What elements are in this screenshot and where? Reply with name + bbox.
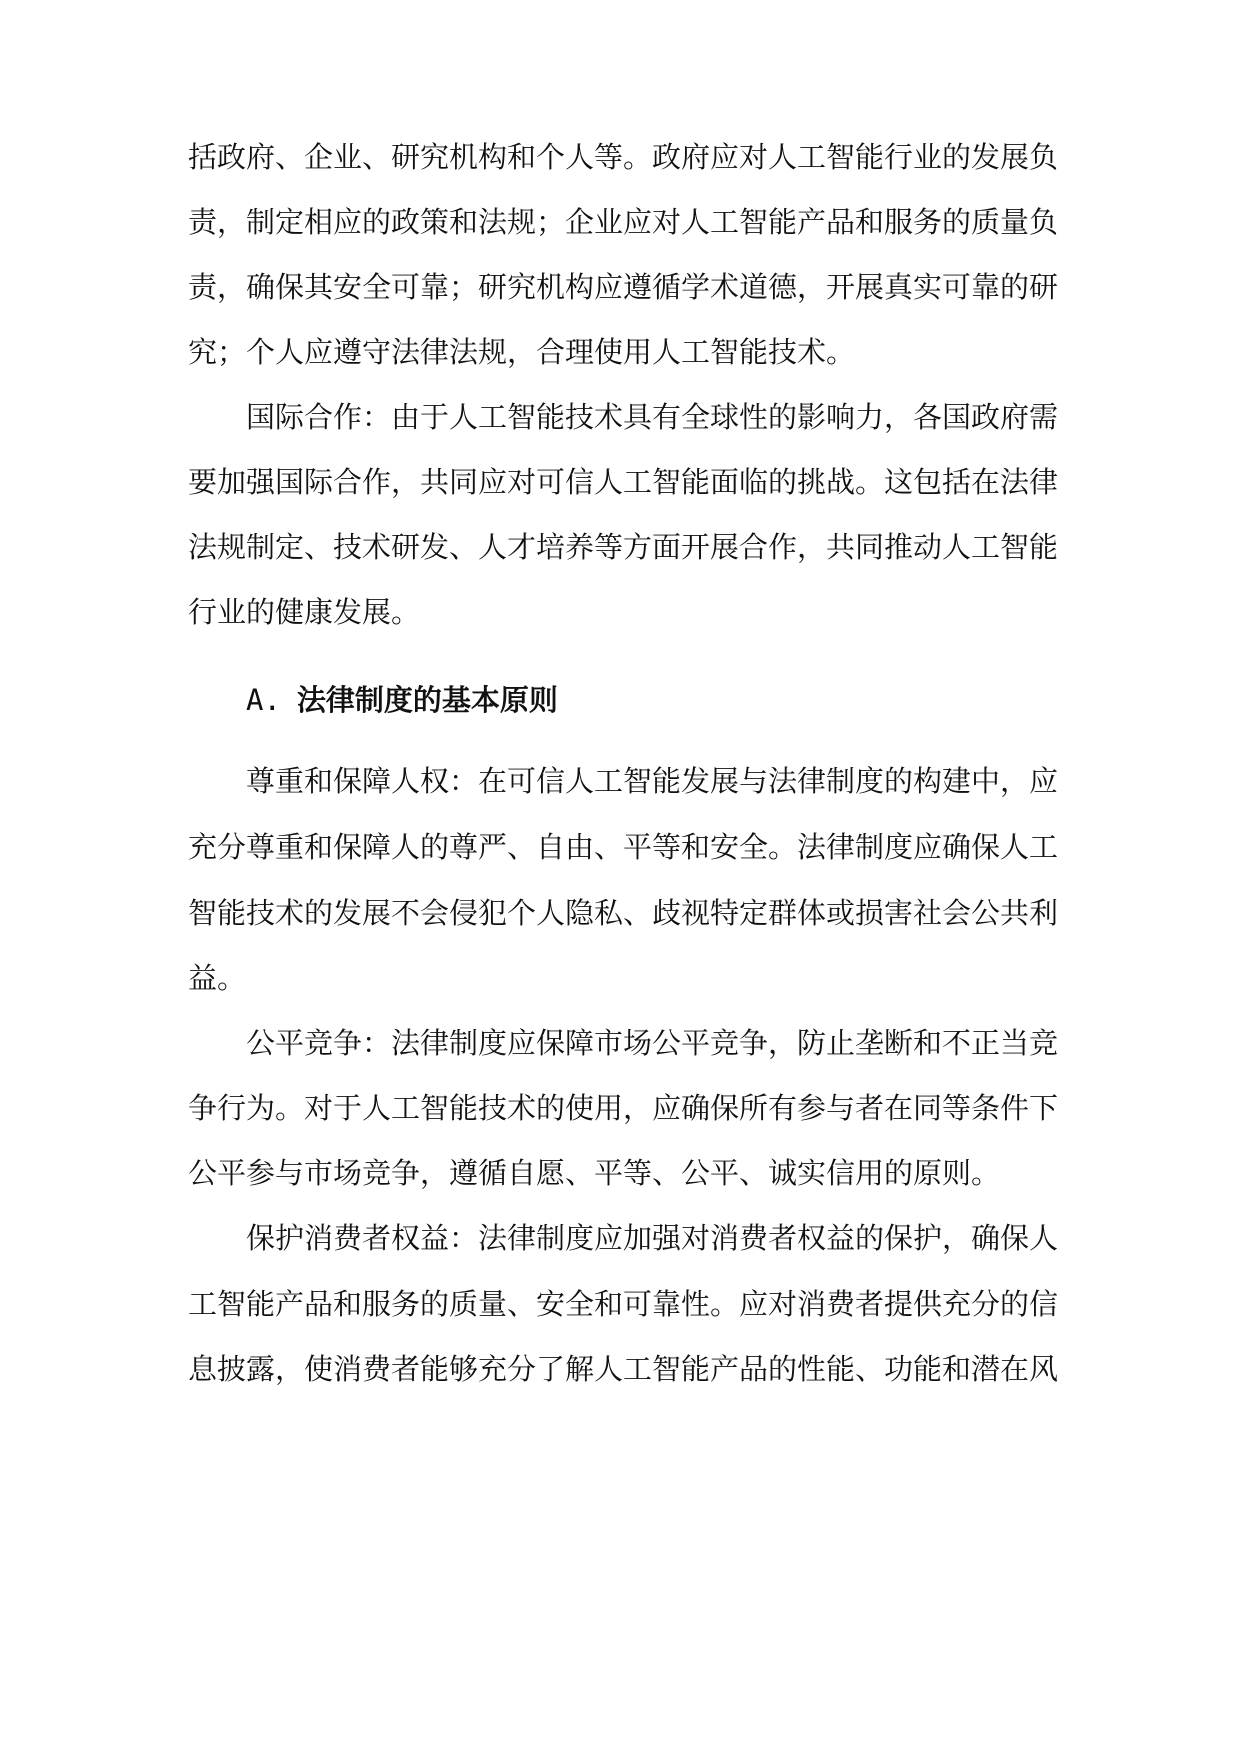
paragraph-5-line-3: 息披露，使消费者能够充分了解人工智能产品的性能、功能和潜在风 (188, 1352, 1058, 1386)
paragraph-4-line-3: 公平参与市场竞争，遵循自愿、平等、公平、诚实信用的原则。 (188, 1156, 1001, 1190)
paragraph-2-line-1: 国际合作：由于人工智能技术具有全球性的影响力，各国政府需 (246, 400, 1058, 434)
paragraph-3-line-4: 益。 (188, 961, 247, 995)
paragraph-2-line-2: 要加强国际合作，共同应对可信人工智能面临的挑战。这包括在法律 (188, 465, 1058, 499)
section-heading-title: 法律制度的基本原则 (296, 683, 558, 717)
paragraph-3-line-3: 智能技术的发展不会侵犯个人隐私、歧视特定群体或损害社会公共利 (188, 896, 1058, 930)
paragraph-4-line-2: 争行为。对于人工智能技术的使用，应确保所有参与者在同等条件下 (188, 1091, 1058, 1125)
paragraph-5-line-1: 保护消费者权益：法律制度应加强对消费者权益的保护，确保人 (246, 1221, 1058, 1255)
section-heading-label: A. (246, 683, 281, 717)
paragraph-3-line-2: 充分尊重和保障人的尊严、自由、平等和安全。法律制度应确保人工 (188, 830, 1058, 864)
paragraph-4-line-1: 公平竞争：法律制度应保障市场公平竞争，防止垄断和不正当竞 (246, 1026, 1058, 1060)
paragraph-1-line-2: 责，制定相应的政策和法规；企业应对人工智能产品和服务的质量负 (188, 205, 1058, 239)
paragraph-2-line-3: 法规制定、技术研发、人才培养等方面开展合作，共同推动人工智能 (188, 530, 1058, 564)
paragraph-1-line-3: 责，确保其安全可靠；研究机构应遵循学术道德，开展真实可靠的研 (188, 270, 1058, 304)
paragraph-1-line-4: 究；个人应遵守法律法规，合理使用人工智能技术。 (188, 335, 856, 369)
paragraph-5-line-2: 工智能产品和服务的质量、安全和可靠性。应对消费者提供充分的信 (188, 1287, 1058, 1321)
paragraph-2-line-4: 行业的健康发展。 (188, 595, 421, 629)
paragraph-1-line-1: 括政府、企业、研究机构和个人等。政府应对人工智能行业的发展负 (188, 140, 1058, 174)
paragraph-3-line-1: 尊重和保障人权：在可信人工智能发展与法律制度的构建中，应 (246, 764, 1058, 798)
section-heading (246, 680, 558, 720)
